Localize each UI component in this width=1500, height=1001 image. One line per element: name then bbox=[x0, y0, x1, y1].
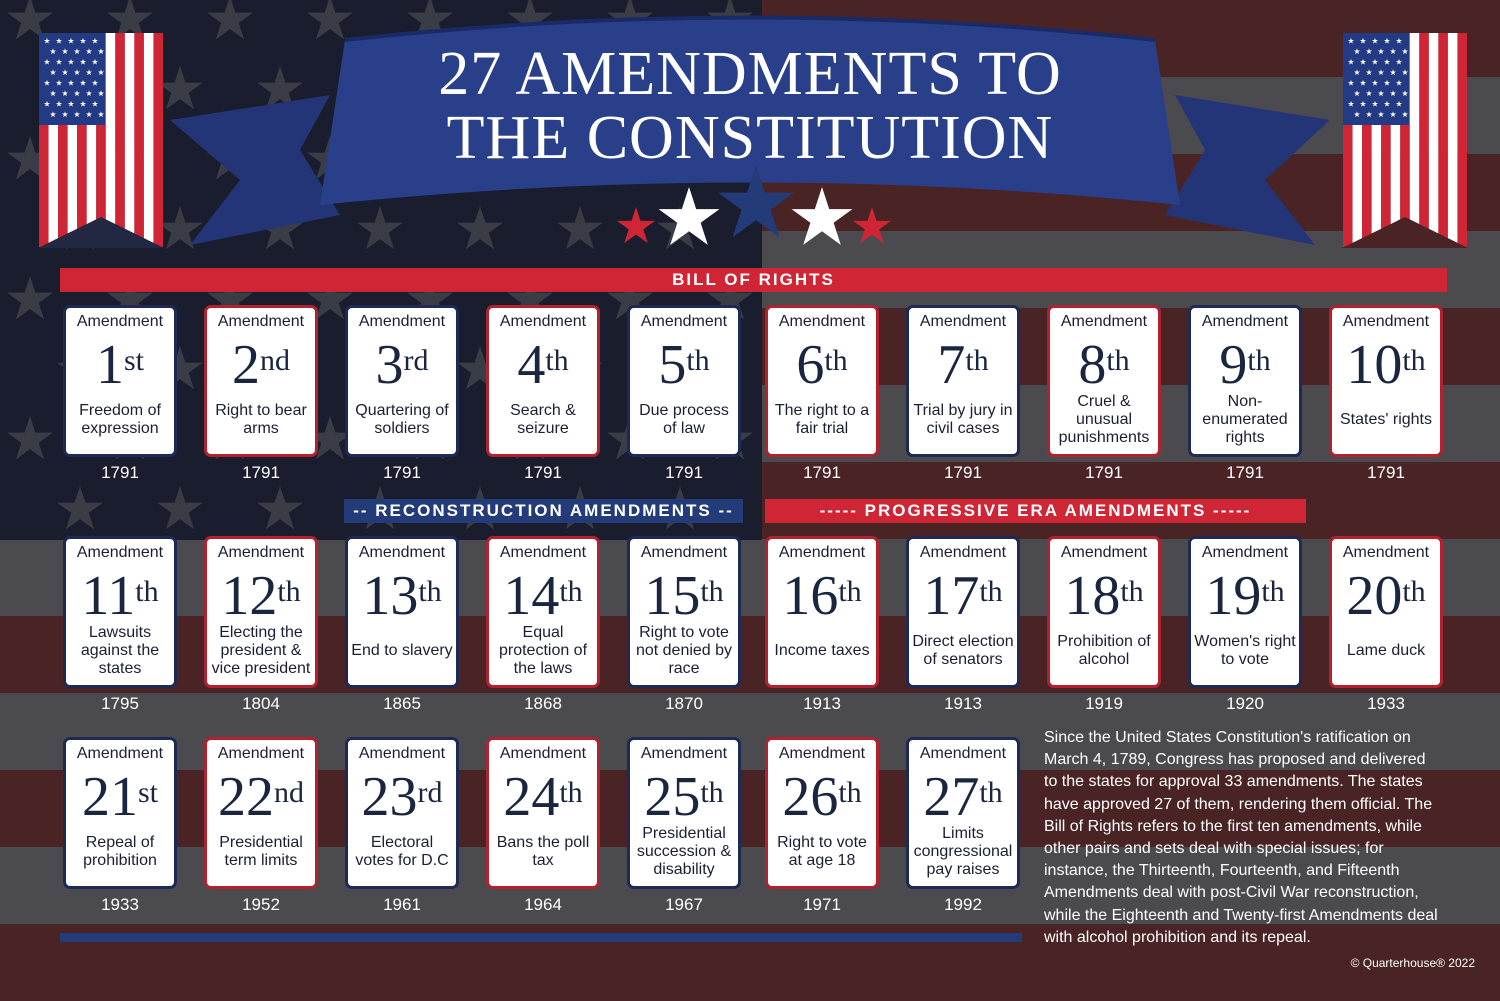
amendment-number: 9th bbox=[1219, 334, 1271, 396]
amendment-description: Equal protection of the laws bbox=[498, 624, 588, 677]
amendment-label: Amendment bbox=[778, 544, 866, 561]
amendment-description: Direct election of senators bbox=[912, 633, 1014, 668]
amendment-card-13 bbox=[345, 536, 459, 688]
ratification-year: 1967 bbox=[665, 895, 703, 914]
amendment-label: Amendment bbox=[1342, 544, 1430, 561]
amendment-card-26 bbox=[765, 737, 879, 889]
amendment-label: Amendment bbox=[919, 313, 1007, 330]
ratification-year: 1870 bbox=[665, 694, 703, 713]
amendment-card-19 bbox=[1188, 536, 1302, 688]
amendment-description: Cruel & unusual punishments bbox=[1058, 393, 1150, 446]
amendment-description: Limits congressional pay raises bbox=[913, 825, 1013, 878]
amendment-number: 10th bbox=[1346, 334, 1426, 396]
ratification-year: 1804 bbox=[242, 694, 280, 713]
copyright: © Quarterhouse® 2022 bbox=[1350, 956, 1475, 970]
bottom-bar bbox=[60, 933, 1022, 942]
amendment-label: Amendment bbox=[919, 544, 1007, 561]
amendment-description: Electoral votes for D.C bbox=[355, 834, 449, 869]
amendment-description: Search & seizure bbox=[510, 402, 576, 437]
amendment-description: Trial by jury in civil cases bbox=[913, 402, 1013, 437]
amendment-description: Lame duck bbox=[1346, 642, 1426, 659]
amendment-description: Freedom of expression bbox=[79, 402, 161, 437]
ratification-year: 1791 bbox=[944, 463, 982, 482]
amendment-card-4 bbox=[486, 305, 600, 457]
amendment-number: 15th bbox=[644, 565, 724, 627]
amendment-number: 12th bbox=[221, 565, 301, 627]
amendment-label: Amendment bbox=[1342, 313, 1430, 330]
ratification-year: 1964 bbox=[524, 895, 562, 914]
amendment-description: Bans the poll tax bbox=[496, 834, 590, 869]
ratification-year: 1933 bbox=[1367, 694, 1405, 713]
amendment-label: Amendment bbox=[217, 544, 305, 561]
amendment-card-18 bbox=[1047, 536, 1161, 688]
amendment-description: The right to a fair trial bbox=[774, 402, 870, 437]
amendment-number: 18th bbox=[1064, 565, 1144, 627]
amendment-card-21 bbox=[63, 737, 177, 889]
ratification-year: 1865 bbox=[383, 694, 421, 713]
section-progressive-era: ----- PROGRESSIVE ERA AMENDMENTS ----- bbox=[765, 499, 1306, 523]
amendment-card-11 bbox=[63, 536, 177, 688]
amendment-label: Amendment bbox=[358, 745, 446, 762]
title-line-2: THE CONSTITUTION bbox=[446, 104, 1054, 172]
amendment-description: Presidential term limits bbox=[219, 834, 303, 869]
ratification-year: 1868 bbox=[524, 694, 562, 713]
amendment-card-14 bbox=[486, 536, 600, 688]
amendment-card-3 bbox=[345, 305, 459, 457]
amendment-description: Income taxes bbox=[774, 642, 870, 659]
amendment-number: 2nd bbox=[232, 334, 290, 396]
amendment-number: 22nd bbox=[218, 766, 304, 828]
amendment-card-16 bbox=[765, 536, 879, 688]
amendment-description: Right to vote at age 18 bbox=[777, 834, 867, 869]
section-bill-of-rights: BILL OF RIGHTS bbox=[60, 268, 1447, 292]
amendment-card-6 bbox=[765, 305, 879, 457]
ratification-year: 1971 bbox=[803, 895, 841, 914]
amendment-number: 26th bbox=[782, 766, 862, 828]
amendment-description: Lawsuits against the states bbox=[80, 624, 160, 677]
section-reconstruction: -- RECONSTRUCTION AMENDMENTS -- bbox=[344, 499, 743, 523]
amendment-description: Non-enumerated rights bbox=[1202, 393, 1288, 446]
ratification-year: 1791 bbox=[1367, 463, 1405, 482]
ratification-year: 1791 bbox=[665, 463, 703, 482]
ratification-year: 1791 bbox=[101, 463, 139, 482]
amendment-card-1 bbox=[63, 305, 177, 457]
amendment-card-15 bbox=[627, 536, 741, 688]
amendment-label: Amendment bbox=[76, 544, 164, 561]
amendment-label: Amendment bbox=[499, 313, 587, 330]
ratification-year: 1952 bbox=[242, 895, 280, 914]
amendment-description: Women's right to vote bbox=[1194, 633, 1296, 668]
amendment-description: End to slavery bbox=[351, 642, 453, 659]
hanging-flag-right bbox=[1342, 33, 1468, 248]
description-paragraph: Since the United States Constitution's ratification on March 4, 1789, Congress has proposed and delivered to the states for approval 33 amendments. The states have approved 27 of them, rendering them official. The Bill of Rights refers to the first ten amendments, while other pairs and sets deal with special issues; for instance, the Thirteenth, Fourteenth, and Fifteenth Amendments deal with post-Civil War reconstruction, while the Eighteenth and Twenty-first Amendments deal with alcohol prohibition and its repeal. bbox=[1044, 729, 1438, 946]
ratification-year: 1791 bbox=[524, 463, 562, 482]
amendment-label: Amendment bbox=[358, 313, 446, 330]
amendment-number: 6th bbox=[796, 334, 848, 396]
amendment-card-7 bbox=[906, 305, 1020, 457]
amendment-number: 27th bbox=[923, 766, 1003, 828]
amendment-card-9 bbox=[1188, 305, 1302, 457]
amendment-label: Amendment bbox=[76, 313, 164, 330]
ratification-year: 1791 bbox=[1085, 463, 1123, 482]
amendment-card-2 bbox=[204, 305, 318, 457]
amendment-number: 16th bbox=[782, 565, 862, 627]
amendment-number: 11th bbox=[81, 565, 159, 627]
amendment-card-22 bbox=[204, 737, 318, 889]
amendment-description: Presidential succession & disability bbox=[636, 825, 732, 878]
amendment-number: 14th bbox=[503, 565, 583, 627]
ratification-year: 1933 bbox=[101, 895, 139, 914]
amendment-description: Due process of law bbox=[639, 402, 729, 437]
amendment-number: 17th bbox=[923, 565, 1003, 627]
amendment-card-8 bbox=[1047, 305, 1161, 457]
amendment-card-12 bbox=[204, 536, 318, 688]
ratification-year: 1919 bbox=[1085, 694, 1123, 713]
amendment-number: 5th bbox=[658, 334, 710, 396]
ratification-year: 1961 bbox=[383, 895, 421, 914]
amendment-description: States' rights bbox=[1340, 411, 1432, 428]
amendment-label: Amendment bbox=[1060, 313, 1148, 330]
ratification-year: 1913 bbox=[944, 694, 982, 713]
amendment-number: 1st bbox=[95, 334, 144, 396]
amendment-number: 7th bbox=[937, 334, 989, 396]
amendment-card-17 bbox=[906, 536, 1020, 688]
amendment-label: Amendment bbox=[358, 544, 446, 561]
ratification-year: 1791 bbox=[383, 463, 421, 482]
amendment-card-23 bbox=[345, 737, 459, 889]
amendment-label: Amendment bbox=[640, 745, 728, 762]
amendment-description: Electing the president & vice president bbox=[211, 624, 311, 677]
ratification-year: 1795 bbox=[101, 694, 139, 713]
amendment-label: Amendment bbox=[778, 313, 866, 330]
page-title bbox=[380, 42, 1120, 170]
amendment-number: 8th bbox=[1078, 334, 1130, 396]
amendment-card-24 bbox=[486, 737, 600, 889]
amendment-label: Amendment bbox=[640, 544, 728, 561]
amendment-card-5 bbox=[627, 305, 741, 457]
amendment-number: 4th bbox=[517, 334, 569, 396]
amendment-label: Amendment bbox=[217, 745, 305, 762]
amendment-number: 19th bbox=[1205, 565, 1285, 627]
amendment-description: Prohibition of alcohol bbox=[1057, 633, 1151, 668]
amendment-label: Amendment bbox=[1201, 544, 1289, 561]
ratification-year: 1791 bbox=[803, 463, 841, 482]
hanging-flag-left bbox=[38, 33, 164, 248]
amendment-label: Amendment bbox=[217, 313, 305, 330]
amendment-card-27 bbox=[906, 737, 1020, 889]
amendment-card-20 bbox=[1329, 536, 1443, 688]
amendment-description: Right to bear arms bbox=[215, 402, 307, 437]
amendment-number: 3rd bbox=[375, 334, 429, 396]
amendment-label: Amendment bbox=[640, 313, 728, 330]
amendment-card-25 bbox=[627, 737, 741, 889]
amendment-label: Amendment bbox=[1201, 313, 1289, 330]
amendment-card-10 bbox=[1329, 305, 1443, 457]
amendment-description: Quartering of soldiers bbox=[355, 402, 449, 437]
amendment-description: Repeal of prohibition bbox=[83, 834, 157, 869]
amendment-number: 21st bbox=[81, 766, 158, 828]
amendment-number: 13th bbox=[362, 565, 442, 627]
amendment-label: Amendment bbox=[499, 544, 587, 561]
amendment-label: Amendment bbox=[919, 745, 1007, 762]
amendment-description: Right to vote not denied by race bbox=[635, 624, 733, 677]
amendment-number: 23rd bbox=[361, 766, 443, 828]
ratification-year: 1791 bbox=[1226, 463, 1264, 482]
amendment-number: 24th bbox=[503, 766, 583, 828]
amendment-label: Amendment bbox=[778, 745, 866, 762]
ratification-year: 1920 bbox=[1226, 694, 1264, 713]
ratification-year: 1791 bbox=[242, 463, 280, 482]
title-line-1: 27 AMENDMENTS TO bbox=[438, 40, 1062, 108]
ratification-year: 1992 bbox=[944, 895, 982, 914]
amendment-number: 25th bbox=[644, 766, 724, 828]
amendment-number: 20th bbox=[1346, 565, 1426, 627]
amendment-label: Amendment bbox=[499, 745, 587, 762]
ratification-year: 1913 bbox=[803, 694, 841, 713]
amendment-label: Amendment bbox=[76, 745, 164, 762]
amendment-label: Amendment bbox=[1060, 544, 1148, 561]
